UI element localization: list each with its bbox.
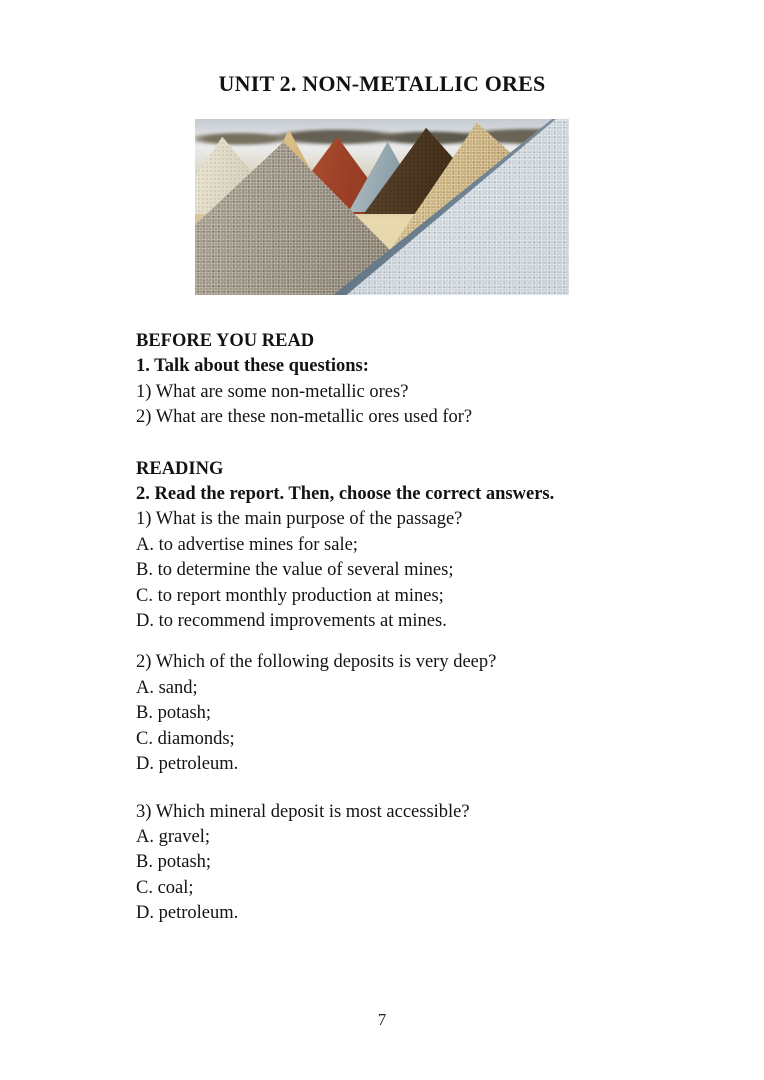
reading-heading: READING xyxy=(136,458,224,479)
reading-question-2: 2) Which of the following deposits is very deep? xyxy=(136,652,497,673)
task-1-instruction: 1. Talk about these questions: xyxy=(136,356,369,377)
page-number: 7 xyxy=(377,1010,387,1029)
reading-question-1: 1) What is the main purpose of the passage? xyxy=(136,509,463,530)
reading-question-3-block xyxy=(136,800,704,927)
question-3-option-d: D. petroleum. xyxy=(136,903,239,924)
question-1-option-a: A. to advertise mines for sale; xyxy=(136,534,358,555)
reading-section xyxy=(136,457,704,635)
question-2-option-a: A. sand; xyxy=(136,677,198,698)
warmup-question-1: 1) What are some non-metallic ores? xyxy=(136,381,409,402)
question-3-option-c: C. coal; xyxy=(136,877,194,898)
question-1-option-c: C. to report monthly production at mines; xyxy=(136,585,444,606)
question-3-option-b: B. potash; xyxy=(136,852,212,873)
question-2-option-c: C. diamonds; xyxy=(136,728,235,749)
question-2-option-b: B. potash; xyxy=(136,703,212,724)
ore-piles-photo xyxy=(195,119,569,295)
warmup-question-2: 2) What are these non-metallic ores used for? xyxy=(136,407,473,428)
task-2-instruction: 2. Read the report. Then, choose the correct answers. xyxy=(136,484,555,505)
page-title: UNIT 2. NON-METALLIC ORES xyxy=(218,71,546,96)
question-2-option-d: D. petroleum. xyxy=(136,754,239,775)
before-you-read-heading: BEFORE YOU READ xyxy=(136,331,315,351)
question-3-option-a: A. gravel; xyxy=(136,826,210,847)
question-1-option-d: D. to recommend improvements at mines. xyxy=(136,611,447,632)
reading-question-3: 3) Which mineral deposit is most accessible? xyxy=(136,801,470,822)
photo-tree-line xyxy=(195,122,569,146)
before-you-read-section xyxy=(136,329,704,431)
question-1-option-b: B. to determine the value of several mines; xyxy=(136,560,454,581)
page-body xyxy=(136,329,704,927)
reading-question-2-block xyxy=(136,650,704,777)
